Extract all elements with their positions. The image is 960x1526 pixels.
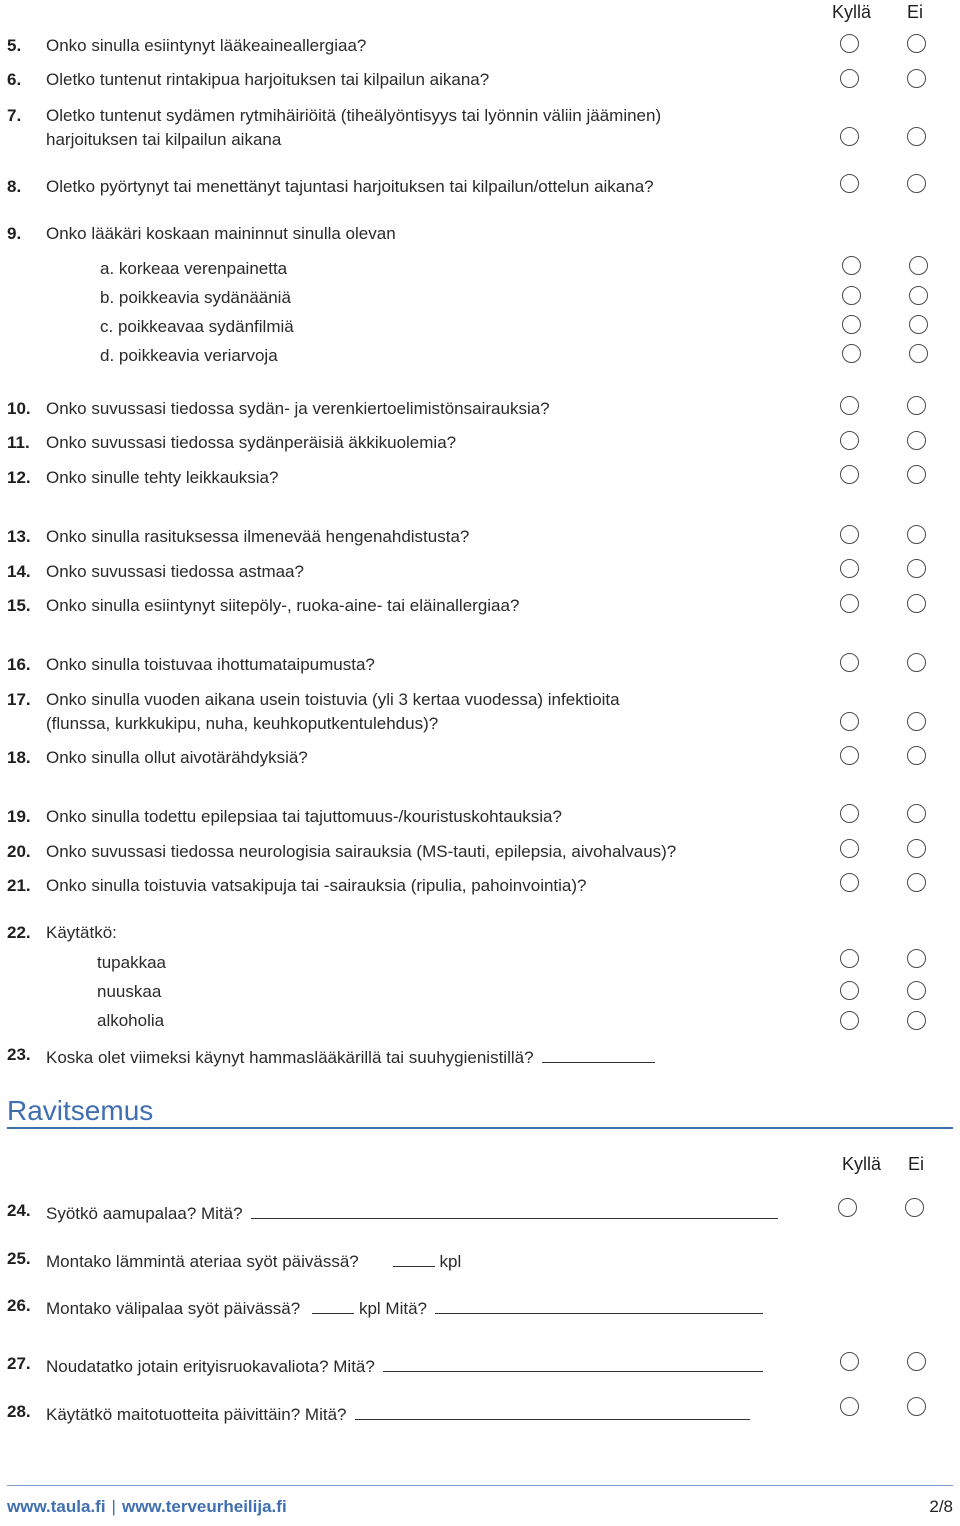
question-number: 5. xyxy=(7,36,22,55)
question-number: 24. xyxy=(7,1201,31,1220)
q9c-yes-radio[interactable] xyxy=(842,315,861,334)
q5-yes-radio[interactable] xyxy=(840,34,859,53)
q20-no-radio[interactable] xyxy=(907,839,926,858)
q5-no-radio[interactable] xyxy=(907,34,926,53)
q7-yes-radio[interactable] xyxy=(840,127,859,146)
question-number: 28. xyxy=(7,1402,31,1421)
question-number: 12. xyxy=(7,468,31,487)
question-text: Onko sinulla todettu epilepsiaa tai tajuttomuus-/kouristuskohtauksia? xyxy=(46,807,562,826)
footer-separator: | xyxy=(111,1497,116,1516)
q10-no-radio[interactable] xyxy=(907,396,926,415)
question-number: 11. xyxy=(7,433,30,452)
question-text: Oletko pyörtynyt tai menettänyt tajuntasi harjoituksen tai kilpailun/ottelun aikana? xyxy=(46,177,654,196)
question-text-line1: Oletko tuntenut sydämen rytmihäiriöitä (tiheälyöntisyys tai lyönnin väliin jääminen) xyxy=(46,106,662,125)
question-number: 8. xyxy=(7,177,22,196)
question-number: 25. xyxy=(7,1249,31,1268)
answer-blank[interactable] xyxy=(435,1296,763,1314)
q9c-no-radio[interactable] xyxy=(909,315,928,334)
q28-no-radio[interactable] xyxy=(907,1397,926,1416)
question-text: Onko suvussasi tiedossa sydän- ja verenkiertoelimistönsairauksia? xyxy=(46,399,550,418)
q9a-no-radio[interactable] xyxy=(909,256,928,275)
q9-sub-item: b. poikkeavia sydänääniä xyxy=(100,288,291,307)
question-number: 17. xyxy=(7,690,31,709)
question-text: Käytätkö: xyxy=(46,923,117,942)
question-row xyxy=(46,1249,461,1272)
section-divider xyxy=(7,1127,953,1129)
unit-label: kpl xyxy=(439,1252,462,1271)
question-number: 7. xyxy=(7,106,22,125)
question-number: 14. xyxy=(7,562,31,581)
q6-yes-radio[interactable] xyxy=(840,69,859,88)
q22b-yes-radio[interactable] xyxy=(840,981,859,1000)
q19-yes-radio[interactable] xyxy=(840,804,859,823)
q17-yes-radio[interactable] xyxy=(840,712,859,731)
q9-sub-item: c. poikkeavaa sydänfilmiä xyxy=(100,317,294,336)
q24-yes-radio[interactable] xyxy=(838,1198,857,1217)
question-text: Onko suvussasi tiedossa sydänperäisiä äkkikuolemia? xyxy=(46,433,457,452)
yes-column-header: Kyllä xyxy=(832,2,872,22)
question-text: Onko suvussasi tiedossa astmaa? xyxy=(46,562,304,581)
q22c-yes-radio[interactable] xyxy=(840,1011,859,1030)
yes-column-header: Kyllä xyxy=(842,1154,882,1174)
q24-no-radio[interactable] xyxy=(905,1198,924,1217)
q19-no-radio[interactable] xyxy=(907,804,926,823)
q8-yes-radio[interactable] xyxy=(840,174,859,193)
q22-sub-item: nuuskaa xyxy=(97,982,162,1001)
question-text: Onko sinulla esiintynyt lääkeaineallergiaa? xyxy=(46,36,367,55)
q15-yes-radio[interactable] xyxy=(840,594,859,613)
question-text: Onko suvussasi tiedossa neurologisia sairauksia (MS-tauti, epilepsia, aivohalvaus)? xyxy=(46,842,677,861)
question-row xyxy=(46,1201,778,1224)
q9-sub-item: d. poikkeavia veriarvoja xyxy=(100,346,278,365)
question-text: Onko sinulla toistuvaa ihottumataipumusta? xyxy=(46,655,375,674)
q17-no-radio[interactable] xyxy=(907,712,926,731)
q15-no-radio[interactable] xyxy=(907,594,926,613)
question-number: 23. xyxy=(7,1045,31,1064)
q22c-no-radio[interactable] xyxy=(907,1011,926,1030)
q18-yes-radio[interactable] xyxy=(840,746,859,765)
q20-yes-radio[interactable] xyxy=(840,839,859,858)
q11-no-radio[interactable] xyxy=(907,431,926,450)
answer-blank[interactable] xyxy=(393,1249,435,1267)
q6-no-radio[interactable] xyxy=(907,69,926,88)
question-text-line2: (flunssa, kurkkukipu, nuha, keuhkoputkentulehdus)? xyxy=(46,714,439,733)
question-text: Onko sinulla toistuvia vatsakipuja tai -sairauksia (ripulia, pahoinvointia)? xyxy=(46,876,587,895)
page-number: 2/8 xyxy=(929,1497,953,1516)
no-column-header: Ei xyxy=(907,2,924,22)
question-text: Montako lämmintä ateriaa syöt päivässä? xyxy=(46,1252,359,1271)
q16-yes-radio[interactable] xyxy=(840,653,859,672)
q18-no-radio[interactable] xyxy=(907,746,926,765)
question-number: 6. xyxy=(7,70,22,89)
question-text-line2: harjoituksen tai kilpailun aikana xyxy=(46,130,282,149)
section-title: Ravitsemus xyxy=(7,1095,154,1126)
q10-yes-radio[interactable] xyxy=(840,396,859,415)
question-text: Onko sinulla esiintynyt siitepöly-, ruoka-aine- tai eläinallergiaa? xyxy=(46,596,520,615)
question-number: 15. xyxy=(7,596,31,615)
no-column-header: Ei xyxy=(908,1154,925,1174)
footer-link-taula[interactable]: www.taula.fi xyxy=(7,1497,106,1516)
q28-yes-radio[interactable] xyxy=(840,1397,859,1416)
question-number: 13. xyxy=(7,527,31,546)
question-text: Koska olet viimeksi käynyt hammaslääkärillä tai suuhygienistillä? xyxy=(46,1048,534,1067)
q14-yes-radio[interactable] xyxy=(840,559,859,578)
q27-yes-radio[interactable] xyxy=(840,1352,859,1371)
footer-links xyxy=(7,1497,287,1517)
q13-no-radio[interactable] xyxy=(907,525,926,544)
q14-no-radio[interactable] xyxy=(907,559,926,578)
question-text: Oletko tuntenut rintakipua harjoituksen tai kilpailun aikana? xyxy=(46,70,490,89)
q27-no-radio[interactable] xyxy=(907,1352,926,1371)
question-number: 20. xyxy=(7,842,31,861)
q8-no-radio[interactable] xyxy=(907,174,926,193)
q22b-no-radio[interactable] xyxy=(907,981,926,1000)
footer-link-terveurheilija[interactable]: www.terveurheilija.fi xyxy=(121,1497,287,1516)
footer-divider xyxy=(7,1485,953,1486)
q9b-yes-radio[interactable] xyxy=(842,286,861,305)
question-number: 16. xyxy=(7,655,31,674)
q22-sub-item: alkoholia xyxy=(97,1011,165,1030)
q22a-no-radio[interactable] xyxy=(907,949,926,968)
question-row xyxy=(46,1296,763,1319)
q9d-yes-radio[interactable] xyxy=(842,344,861,363)
question-number: 18. xyxy=(7,748,31,767)
question-number: 19. xyxy=(7,807,31,826)
question-text: Onko lääkäri koskaan maininnut sinulla olevan xyxy=(46,224,396,243)
answer-blank[interactable] xyxy=(251,1201,778,1219)
q21-no-radio[interactable] xyxy=(907,873,926,892)
question-number: 9. xyxy=(7,224,22,243)
q9a-yes-radio[interactable] xyxy=(842,256,861,275)
unit-label: kpl xyxy=(358,1299,381,1318)
answer-blank[interactable] xyxy=(355,1402,750,1420)
q21-yes-radio[interactable] xyxy=(840,873,859,892)
question-text: Syötkö aamupalaa? Mitä? xyxy=(46,1204,243,1223)
question-number: 21. xyxy=(7,876,31,895)
question-number: 27. xyxy=(7,1354,31,1373)
q22-sub-item: tupakkaa xyxy=(97,953,166,972)
q9-sub-item: a. korkeaa verenpainetta xyxy=(100,259,288,278)
question-number: 10. xyxy=(7,399,31,418)
q11-yes-radio[interactable] xyxy=(840,431,859,450)
question-row xyxy=(46,1402,750,1425)
question-row xyxy=(46,1045,655,1068)
question-text: Onko sinulla ollut aivotärähdyksiä? xyxy=(46,748,308,767)
question-text: Noudatatko jotain erityisruokavaliota? Mitä? xyxy=(46,1357,375,1376)
question-text: Käytätkö maitotuotteita päivittäin? Mitä? xyxy=(46,1405,347,1424)
q9b-no-radio[interactable] xyxy=(909,286,928,305)
question-row xyxy=(46,1354,763,1377)
answer-blank[interactable] xyxy=(383,1354,763,1372)
question-text-2: Mitä? xyxy=(385,1299,427,1318)
question-number: 26. xyxy=(7,1296,31,1315)
question-number: 22. xyxy=(7,923,31,942)
q7-no-radio[interactable] xyxy=(907,127,926,146)
question-text: Onko sinulla rasituksessa ilmenevää hengenahdistusta? xyxy=(46,527,470,546)
q9d-no-radio[interactable] xyxy=(909,344,928,363)
question-text-line1: Onko sinulla vuoden aikana usein toistuvia (yli 3 kertaa vuodessa) infektioita xyxy=(46,690,620,709)
answer-blank[interactable] xyxy=(312,1296,354,1314)
question-text: Onko sinulle tehty leikkauksia? xyxy=(46,468,279,487)
q12-no-radio[interactable] xyxy=(907,465,926,484)
q22a-yes-radio[interactable] xyxy=(840,949,859,968)
question-text: Montako välipalaa syöt päivässä? xyxy=(46,1299,301,1318)
answer-blank[interactable] xyxy=(542,1045,655,1063)
q16-no-radio[interactable] xyxy=(907,653,926,672)
q12-yes-radio[interactable] xyxy=(840,465,859,484)
q13-yes-radio[interactable] xyxy=(840,525,859,544)
